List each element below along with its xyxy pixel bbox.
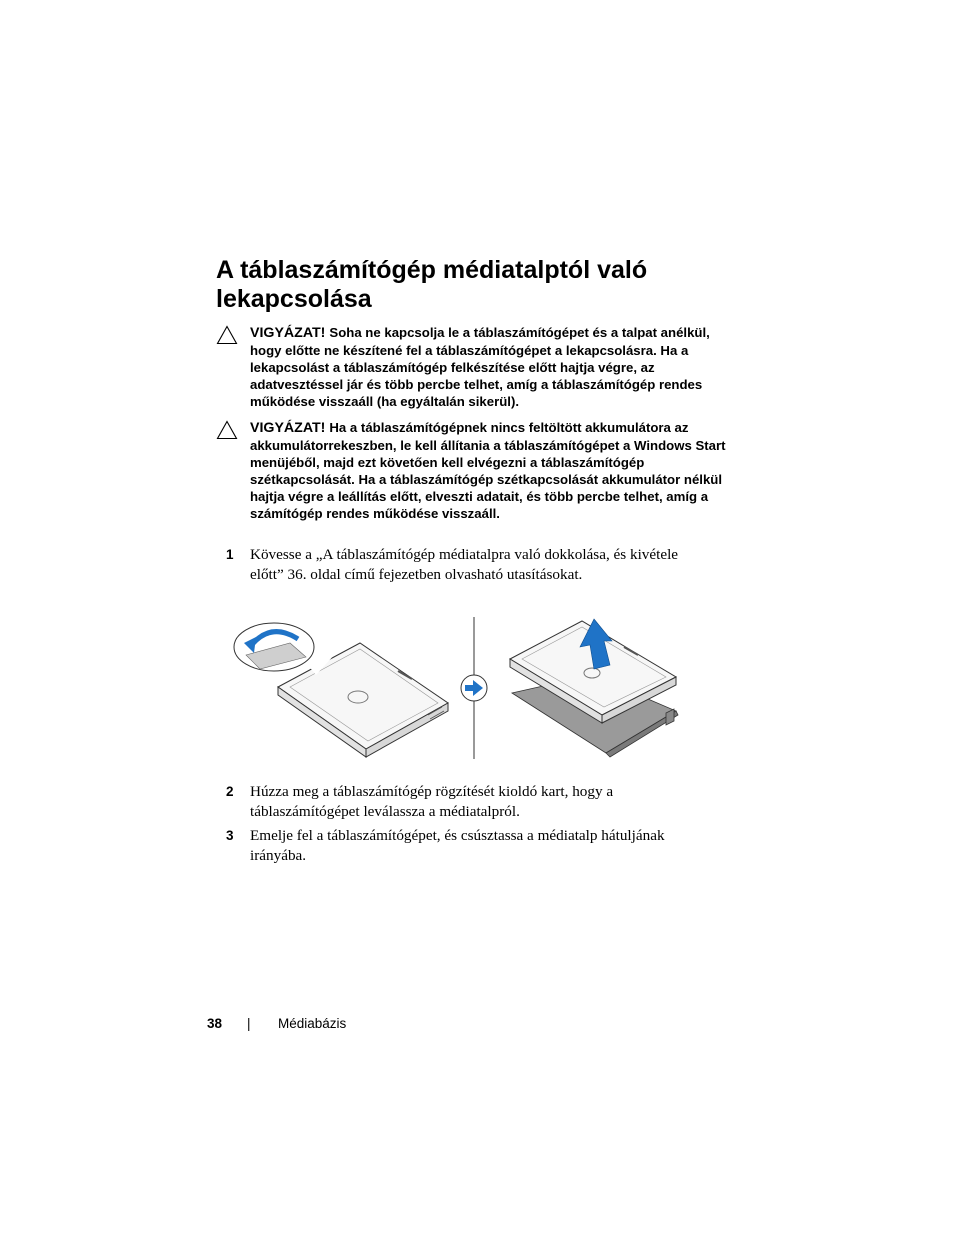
zoom-callout [234,623,336,675]
undock-illustration [230,615,690,763]
caution-body: Ha a táblaszámítógépnek nincs feltöltött akkumulátora az akkumulátorrekeszben, le kell állítania a táblaszámítógépet a Windows Start menüjéből, majd ezt követően kell elvégezni a táblaszámítógép szétkapcsolását. Ha a táblaszámítógép szétkapcsolását akkumulátor nélkül hajtja végre a leállítás előtt, elveszti adatait, és több percbe telhet, amíg a számítógép rendes működése visszaáll. [250,420,726,521]
caution-label: VIGYÁZAT! [250,325,326,341]
step-text: Húzza meg a táblaszámítógép rögzítését kioldó kart, hogy a táblaszámítógépet leválassza a médiatalpról. [250,783,614,820]
caution-text [250,419,736,522]
step-text: Kövesse a „A táblaszámítógép médiatalpra való dokkolása, és kivétele előtt” 36. oldal című fejezetben olvasható utasításokat. [250,546,679,583]
caution-triangle-icon [216,325,238,345]
step-text: Emelje fel a táblaszámítógépet, és csúsztassa a médiatalp hátuljának irányába. [250,827,665,864]
caution-text [250,324,736,410]
caution-notice-1 [216,324,736,410]
step-number: 3 [226,828,234,843]
step-2 [226,782,686,821]
step-number: 1 [226,547,234,562]
footer-separator: | [247,1016,251,1031]
caution-body: Soha ne kapcsolja le a táblaszámítógépet és a talpat anélkül, hogy előtte ne készítené fel a táblaszámítógépet a lekapcsolásra. Ha a lekapcsolást a táblaszámítógép felkészítése előtt hajtja végre, az adatvesztéssel jár és több percbe telhet, amíg a táblaszámítógép rendes működése visszaáll (ha egyáltalán sikerül). [250,325,710,409]
caution-notice-2 [216,419,736,522]
caution-triangle-icon [216,420,238,440]
page-title: A táblaszámítógép médiatalptól való lekapcsolása [216,256,648,313]
step-3 [226,826,686,865]
caution-label: VIGYÁZAT! [250,420,326,436]
page-number: 38 [207,1016,223,1031]
section-name: Médiabázis [278,1016,347,1031]
step-1 [226,545,686,584]
step-number: 2 [226,784,234,799]
right-arrow-circle-icon [461,675,487,701]
